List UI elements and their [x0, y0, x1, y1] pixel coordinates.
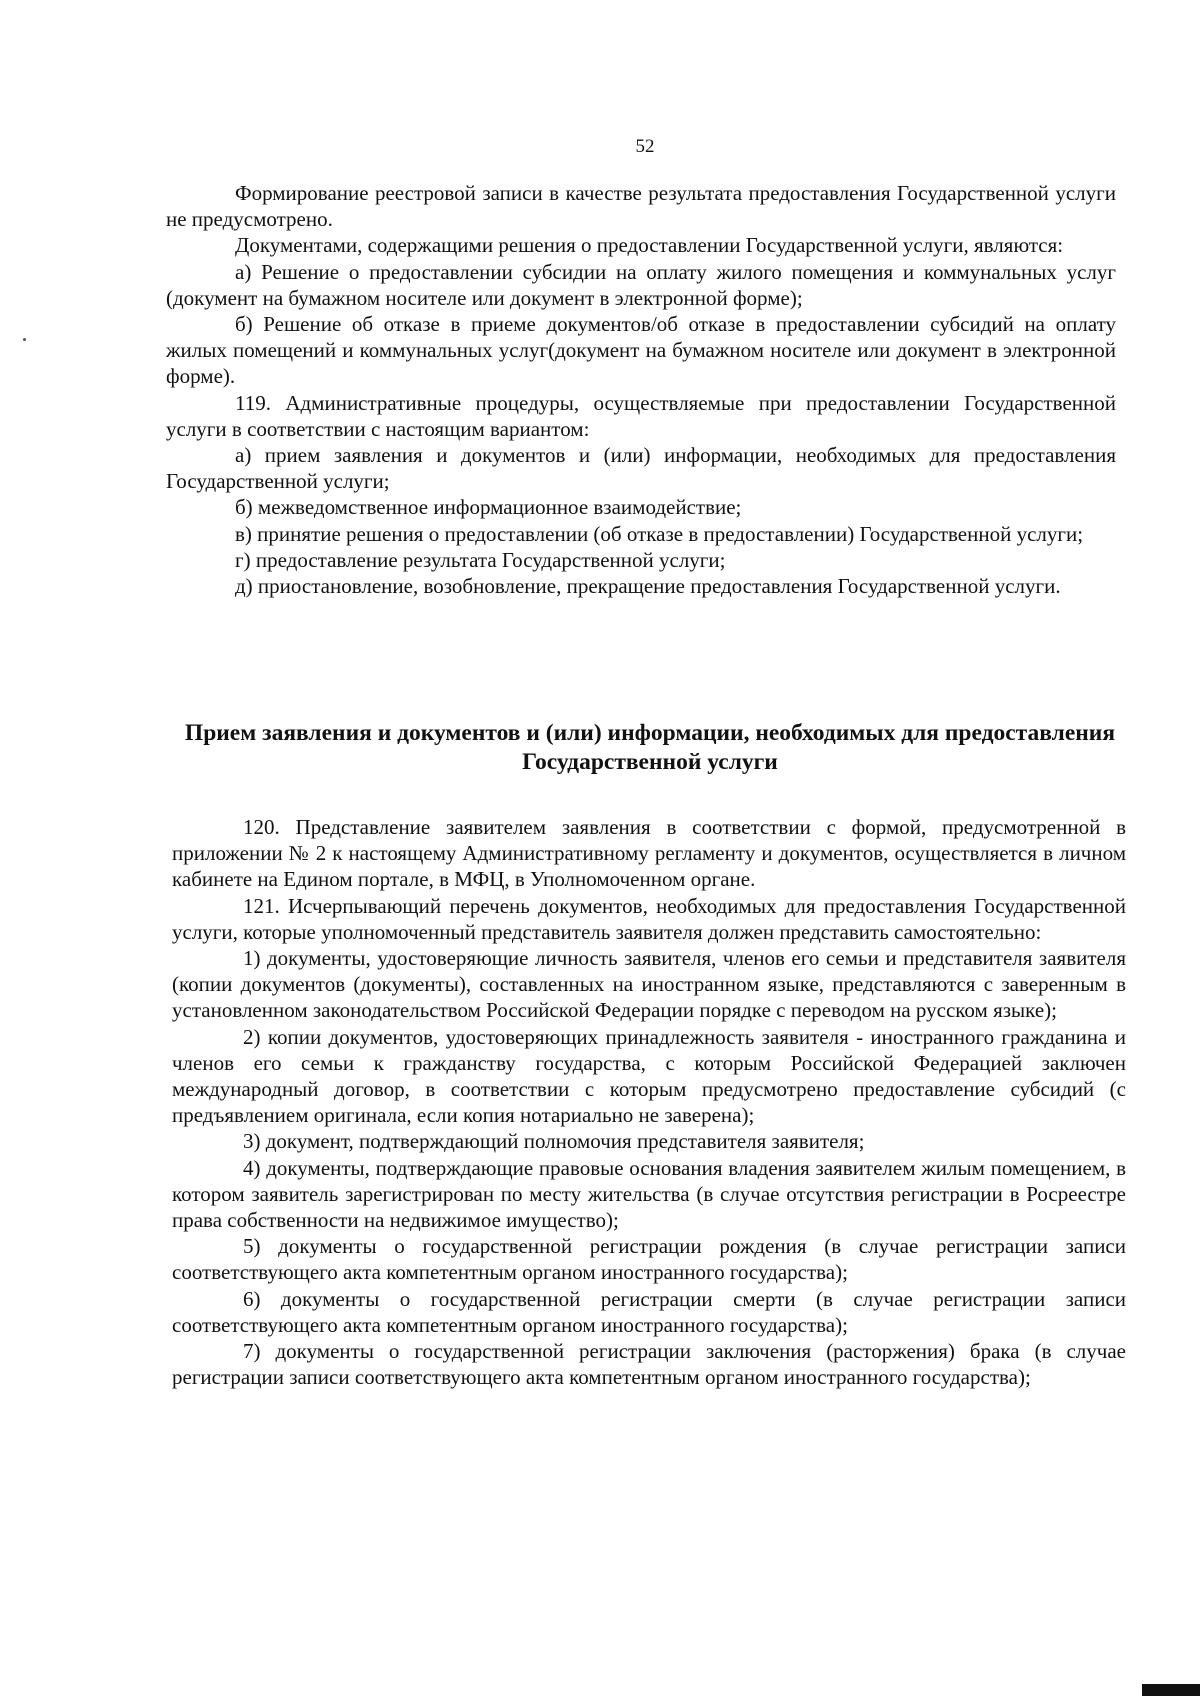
- paragraph-119-v: в) принятие решения о предоставлении (об отказе в предоставлении) Государственной услуги;: [235, 521, 1084, 546]
- scan-edge-bar: [1142, 1684, 1200, 1696]
- paragraph-121-item-1: 1) документы, удостоверяющие личность заявителя, членов его семьи и представителя заявителя (копии документов (документы), составленных на иностранном языке, представляются с заверенным в установленном законодательством Российской Федерации порядке с переводом на русском языке);: [172, 946, 1126, 1023]
- paragraph-registry-record: Формирование реестровой записи в качестве результата предоставления Государственной услуги не предусмотрено.: [166, 181, 1116, 232]
- paragraph-121-item-4: 4) документы, подтверждающие правовые основания владения заявителем жилым помещением, в котором заявитель зарегистрирован по месту жительства (в случае отсутствия регистрации в Росреестре права собственности на недвижимое имущество);: [172, 1155, 1126, 1233]
- paragraph-item-a-subsidy-decision: а) Решение о предоставлении субсидии на оплату жилого помещения и коммунальных услуг (документ на бумажном носителе или документ в электронной форме);: [166, 259, 1116, 310]
- bottom-text-block: [0, 814, 1200, 1390]
- paragraph-119-b: б) межведомственное информационное взаимодействие;: [235, 495, 742, 520]
- paragraph-119: 119. Административные процедуры, осуществляемые при предоставлении Государственной услуги в соответствии с настоящим вариантом:: [166, 390, 1116, 441]
- paragraph-119-g: г) предоставление результата Государственной услуги;: [235, 547, 726, 572]
- paragraph-121-item-6: 6) документы о государственной регистрации смерти (в случае регистрации записи соответствующего акта компетентным органом иностранного государства);: [172, 1286, 1126, 1337]
- paragraph-item-b-refusal-decision: б) Решение об отказе в приеме документов/об отказе в предоставлении субсидий на оплату жилых помещений и коммунальных услуг(документ на бумажном носителе или документ в электронной форме).: [166, 312, 1116, 389]
- paragraph-121-item-7: 7) документы о государственной регистрации заключения (расторжения) брака (в случае регистрации записи соответствующего акта компетентным органом иностранного государства);: [172, 1339, 1126, 1390]
- paragraph-decision-documents: Документами, содержащими решения о предоставлении Государственной услуги, являются:: [235, 233, 1064, 258]
- paragraph-121-item-5: 5) документы о государственной регистрации рождения (в случае регистрации записи соответствующего акта компетентным органом иностранного государства);: [172, 1234, 1126, 1285]
- paragraph-121-item-3: 3) документ, подтверждающий полномочия представителя заявителя;: [243, 1129, 865, 1154]
- paragraph-120: 120. Представление заявителем заявления в соответствии с формой, предусмотренной в приложении № 2 к настоящему Административному регламенту и документов, осуществляется в личном кабинете на Едином портале, в МФЦ, в Уполномоченном органе.: [172, 815, 1126, 892]
- paragraph-119-a: а) прием заявления и документов и (или) информации, необходимых для предоставления Государственной услуги;: [166, 443, 1116, 494]
- paragraph-119-d: д) приостановление, возобновление, прекращение предоставления Государственной услуги.: [235, 574, 1061, 599]
- section-heading: Прием заявления и документов и (или) информации, необходимых для предоставления Государственной услуги: [184, 720, 1116, 775]
- paragraph-121-item-2: 2) копии документов, удостоверяющих принадлежность заявителя - иностранного гражданина и членов его семьи к гражданству государства, с которым Российской Федерацией заключен международный договор, в соответствии с которым предусмотрено предоставление субсидий (с предъявлением оригинала, если копия нотариально не заверена);: [172, 1024, 1126, 1128]
- top-text-block: [0, 180, 1200, 599]
- page-number: 52: [635, 136, 655, 157]
- paragraph-121: 121. Исчерпывающий перечень документов, необходимых для предоставления Государственной услуги, которые уполномоченный представитель заявителя должен представить самостоятельно:: [172, 893, 1126, 944]
